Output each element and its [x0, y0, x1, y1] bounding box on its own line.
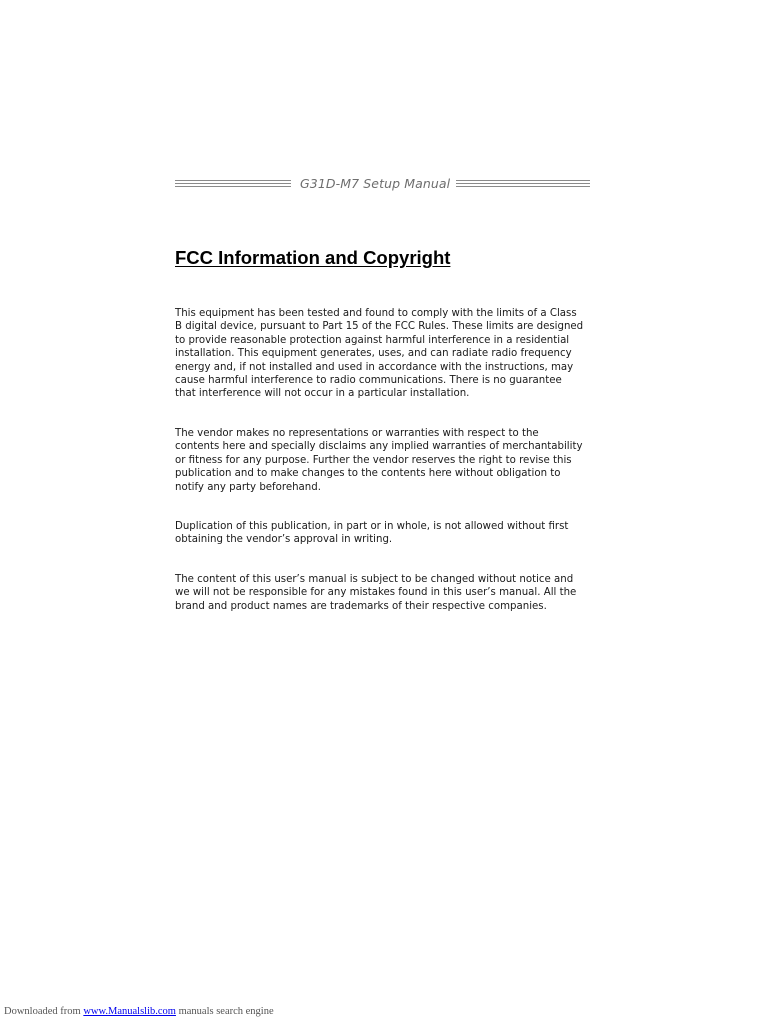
- header-rule-left: [175, 180, 291, 187]
- text-line: obtaining the vendor’s approval in writing.: [175, 534, 393, 546]
- text-line: we will not be responsible for any mistakes found in this user’s manual. All the: [175, 587, 577, 599]
- warranty-paragraph: [175, 427, 605, 494]
- duplication-paragraph: [175, 520, 605, 547]
- text-line: to provide reasonable protection against harmful interference in a residential: [175, 334, 570, 346]
- text-line: that interference will not occur in a particular installation.: [175, 388, 470, 400]
- text-line: contents here and specially disclaims any implied warranties of merchantability: [175, 441, 583, 453]
- manual-header: [175, 173, 590, 193]
- download-footer: [4, 1006, 274, 1017]
- text-line: brand and product names are trademarks of their respective companies.: [175, 600, 547, 612]
- text-line: installation. This equipment generates, uses, and can radiate radio frequency: [175, 348, 572, 360]
- text-line: Duplication of this publication, in part or in whole, is not allowed without first: [175, 521, 569, 532]
- manualslib-link[interactable]: www.Manualslib.com: [83, 1006, 176, 1017]
- footer-suffix: manuals search engine: [178, 1006, 274, 1017]
- text-line: notify any party beforehand.: [175, 481, 321, 493]
- text-line: energy and, if not installed and used in accordance with the instructions, may: [175, 361, 574, 373]
- footer-prefix: Downloaded from: [4, 1006, 81, 1017]
- text-line: B digital device, pursuant to Part 15 of the FCC Rules. These limits are designed: [175, 321, 584, 333]
- text-line: The content of this user’s manual is subject to be changed without notice and: [175, 574, 574, 585]
- trademark-paragraph: [175, 573, 605, 613]
- text-line: The vendor makes no representations or warranties with respect to the: [175, 428, 539, 439]
- text-line: This equipment has been tested and found to comply with the limits of a Class: [175, 308, 577, 319]
- text-line: or fitness for any purpose. Further the vendor reserves the right to revise this: [175, 454, 572, 466]
- manual-title: G31D-M7 Setup Manual: [300, 175, 451, 191]
- text-line: cause harmful interference to radio communications. There is no guarantee: [175, 375, 562, 387]
- text-line: publication and to make changes to the contents here without obligation to: [175, 468, 561, 480]
- fcc-paragraph: [175, 307, 605, 401]
- header-rule-right: [456, 180, 590, 187]
- page-heading: FCC Information and Copyright: [175, 247, 451, 268]
